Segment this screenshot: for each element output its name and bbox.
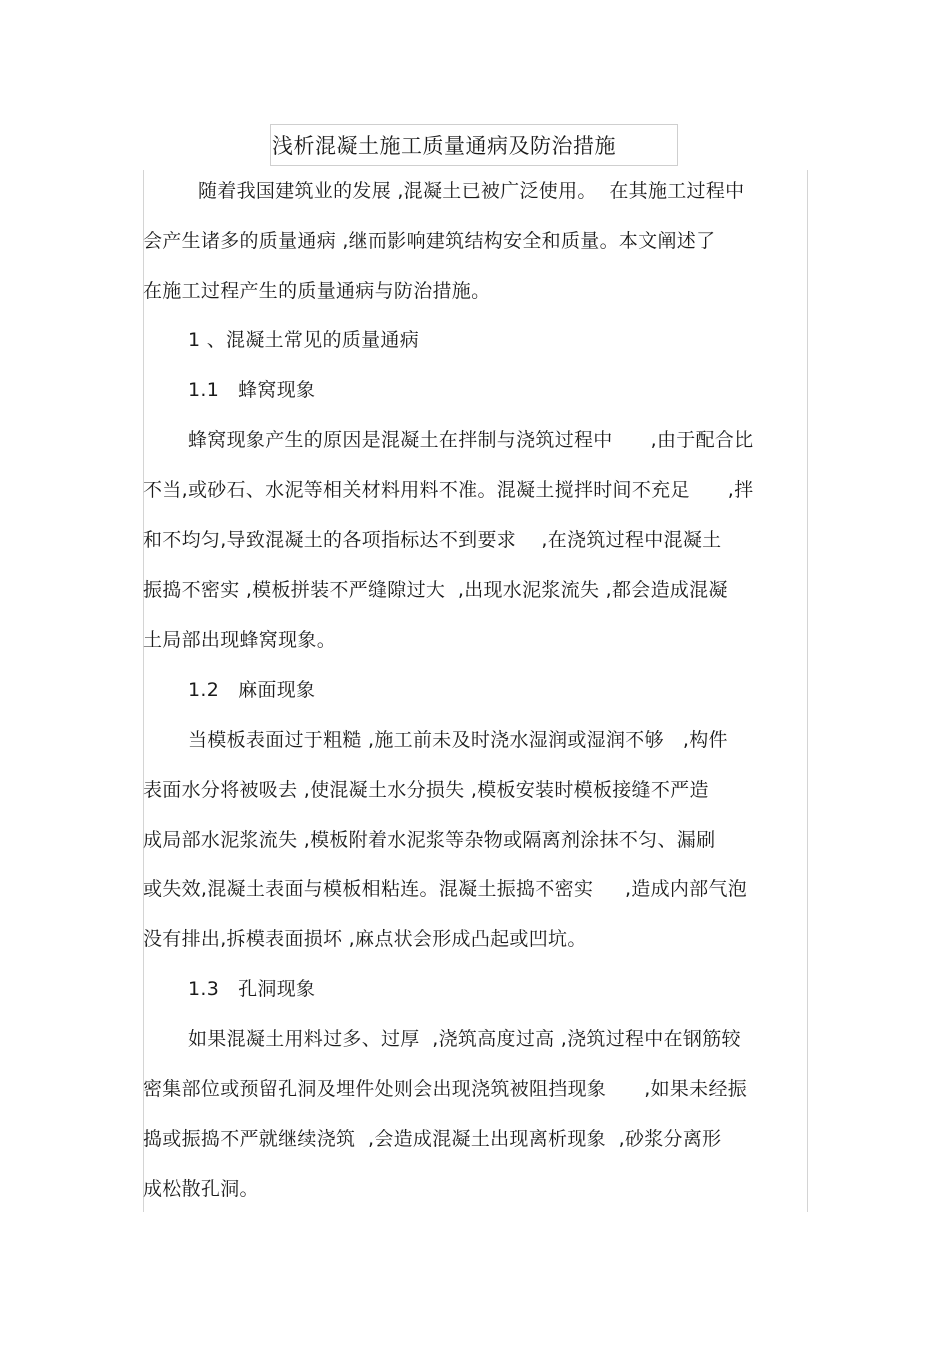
paragraph-line: 没有排出,拆模表面损坏 ,麻点状会形成凸起或凹坑。 bbox=[143, 928, 587, 950]
paragraph-line: 振捣不密实 ,模板拼装不严缝隙过大 ,出现水泥浆流失 ,都会造成混凝 bbox=[143, 579, 728, 601]
paragraph-line: 密集部位或预留孔洞及埋件处则会出现浇筑被阻挡现象 ,如果未经振 bbox=[143, 1078, 748, 1100]
paragraph-line: 土局部出现蜂窝现象。 bbox=[143, 629, 337, 651]
subsection-heading: 1.1 蜂窝现象 bbox=[188, 379, 316, 401]
paragraph-line: 和不均匀,导致混凝土的各项指标达不到要求 ,在浇筑过程中混凝土 bbox=[143, 529, 722, 551]
paragraph-line: 当模板表面过于粗糙 ,施工前未及时浇水湿润或湿润不够 ,构件 bbox=[188, 729, 728, 751]
paragraph-line: 在施工过程产生的质量通病与防治措施。 bbox=[143, 280, 491, 302]
paragraph-line: 蜂窝现象产生的原因是混凝土在拌制与浇筑过程中 ,由于配合比 bbox=[188, 429, 754, 451]
paragraph-line: 或失效,混凝土表面与模板相粘连。混凝土振捣不密实 ,造成内部气泡 bbox=[143, 878, 748, 900]
paragraph-line: 不当,或砂石、水泥等相关材料用料不准。混凝土搅拌时间不充足 ,拌 bbox=[143, 479, 754, 501]
paragraph-line: 随着我国建筑业的发展 ,混凝土已被广泛使用。 在其施工过程中 bbox=[198, 180, 745, 202]
paragraph-line: 会产生诸多的质量通病 ,继而影响建筑结构安全和质量。本文阐述了 bbox=[143, 230, 716, 252]
paragraph-line: 表面水分将被吸去 ,使混凝土水分损失 ,模板安装时模板接缝不严造 bbox=[143, 779, 709, 801]
document-title: 浅析混凝土施工质量通病及防治措施 bbox=[272, 134, 616, 158]
subsection-heading: 1.2 麻面现象 bbox=[188, 679, 316, 701]
section-heading: 1 、混凝土常见的质量通病 bbox=[188, 329, 420, 351]
paragraph-line: 成松散孔洞。 bbox=[143, 1178, 259, 1200]
subsection-heading: 1.3 孔洞现象 bbox=[188, 978, 316, 1000]
paragraph-line: 成局部水泥浆流失 ,模板附着水泥浆等杂物或隔离剂涂抹不匀、漏刷 bbox=[143, 829, 716, 851]
paragraph-line: 如果混凝土用料过多、过厚 ,浇筑高度过高 ,浇筑过程中在钢筋较 bbox=[188, 1028, 741, 1050]
paragraph-line: 捣或振捣不严就继续浇筑 ,会造成混凝土出现离析现象 ,砂浆分离形 bbox=[143, 1128, 722, 1150]
